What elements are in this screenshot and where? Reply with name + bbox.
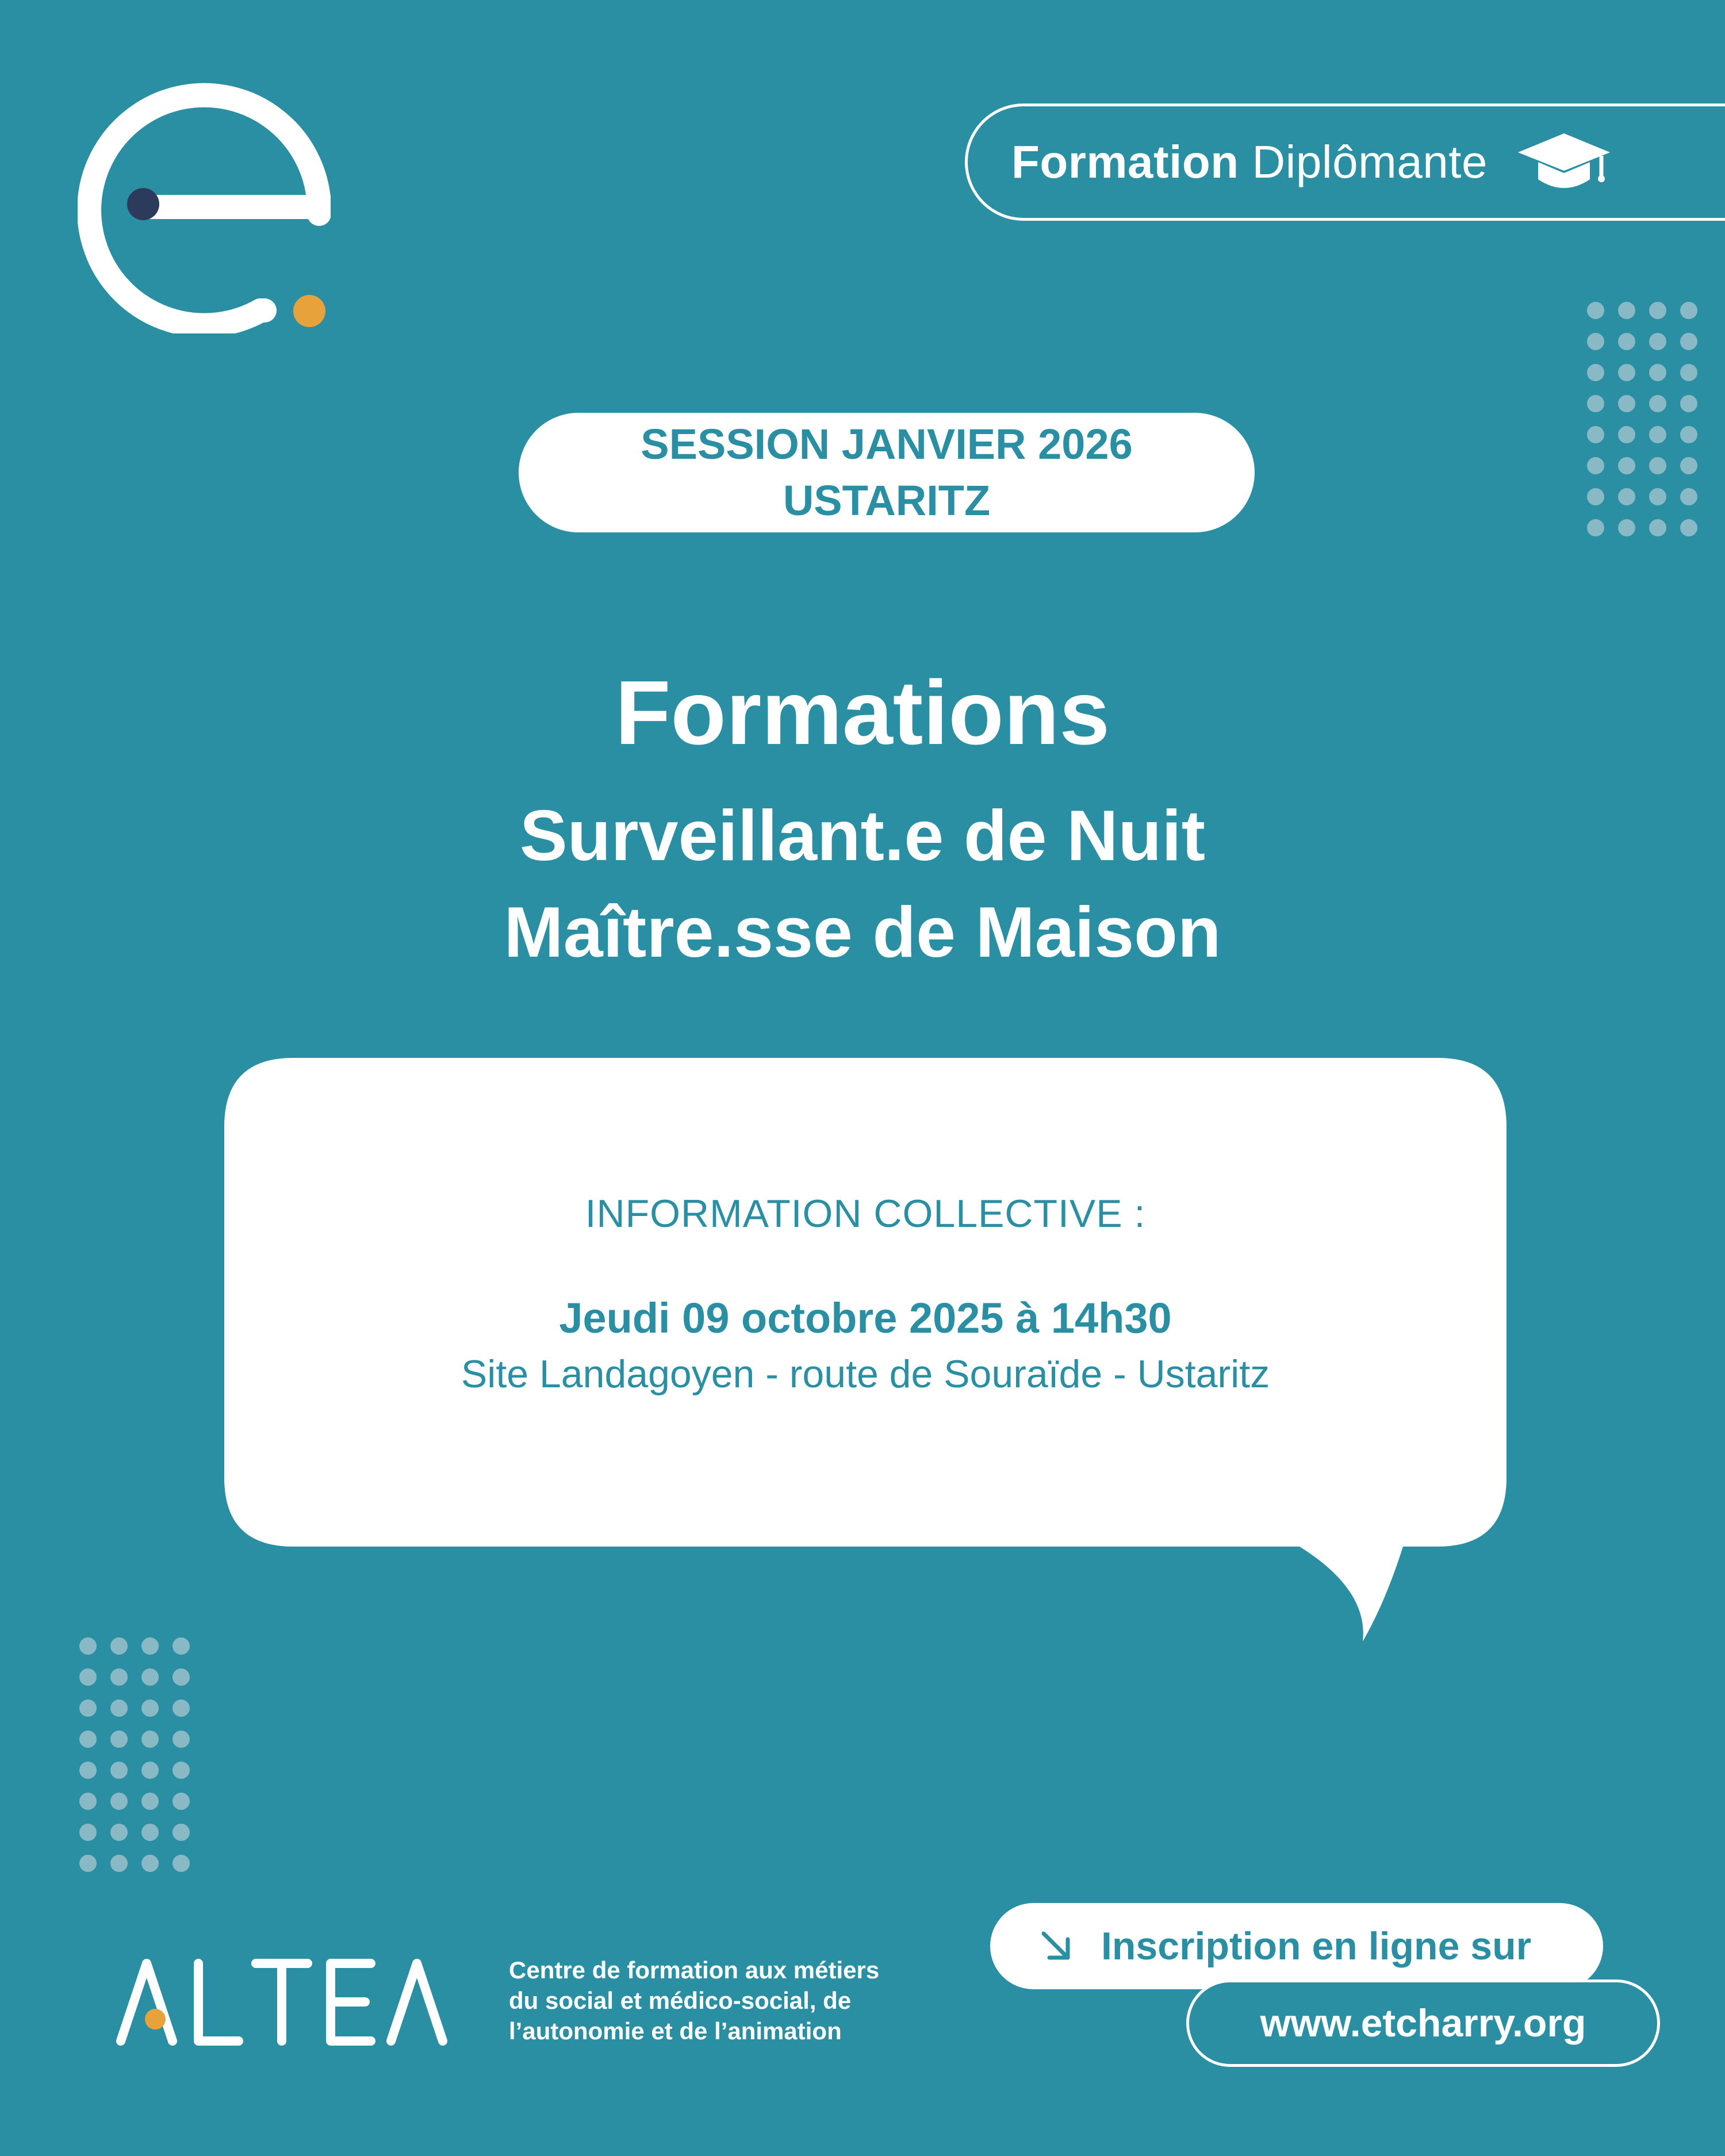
- logo-navy-dot: [127, 188, 159, 220]
- session-line-1: SESSION JANVIER 2026: [641, 420, 1133, 468]
- logo-orange-dot: [293, 295, 325, 327]
- subtitle-line-2: Maître.sse de Maison: [504, 893, 1221, 972]
- subtitle-line-1: Surveillant.e de Nuit: [519, 796, 1206, 876]
- info-date: Jeudi 09 octobre 2025 à 14h30: [559, 1294, 1172, 1342]
- graduation-cap-icon: [1515, 131, 1613, 194]
- altea-tagline: [509, 1955, 946, 2046]
- altea-logo: [115, 1955, 460, 2047]
- tagline-line-3: l’autonomie et de l’animation: [509, 2017, 842, 2044]
- inscription-label: Inscription en ligne sur: [1101, 1924, 1532, 1968]
- session-pill: [519, 413, 1255, 532]
- arrow-down-right-icon: [1039, 1929, 1074, 1963]
- formation-type-bold: Formation: [1011, 136, 1239, 187]
- tagline-line-2: du social et médico-social, de: [509, 1987, 852, 2014]
- info-heading: INFORMATION COLLECTIVE :: [585, 1192, 1146, 1236]
- formation-type-pill: [965, 103, 1725, 221]
- info-place: Site Landagoyen - route de Souraïde - Ustaritz: [461, 1352, 1270, 1396]
- formation-type-regular: Diplômante: [1252, 136, 1488, 187]
- decorative-dot-grid-bottom: [79, 1637, 190, 1872]
- decorative-dot-grid-top: [1587, 302, 1697, 536]
- tagline-line-1: Centre de formation aux métiers: [509, 1956, 880, 1984]
- e-logo-icon: [78, 80, 331, 333]
- altea-orange-dot: [145, 2009, 166, 2030]
- page-subtitle: [0, 788, 1725, 981]
- formation-type-label: [1011, 136, 1488, 189]
- session-line-2: USTARITZ: [783, 477, 991, 524]
- info-box: [224, 1058, 1506, 1547]
- website-link[interactable]: www.etcharry.org: [1186, 1979, 1660, 2067]
- page-title: Formations: [615, 662, 1110, 764]
- inscription-pill: [990, 1903, 1603, 1989]
